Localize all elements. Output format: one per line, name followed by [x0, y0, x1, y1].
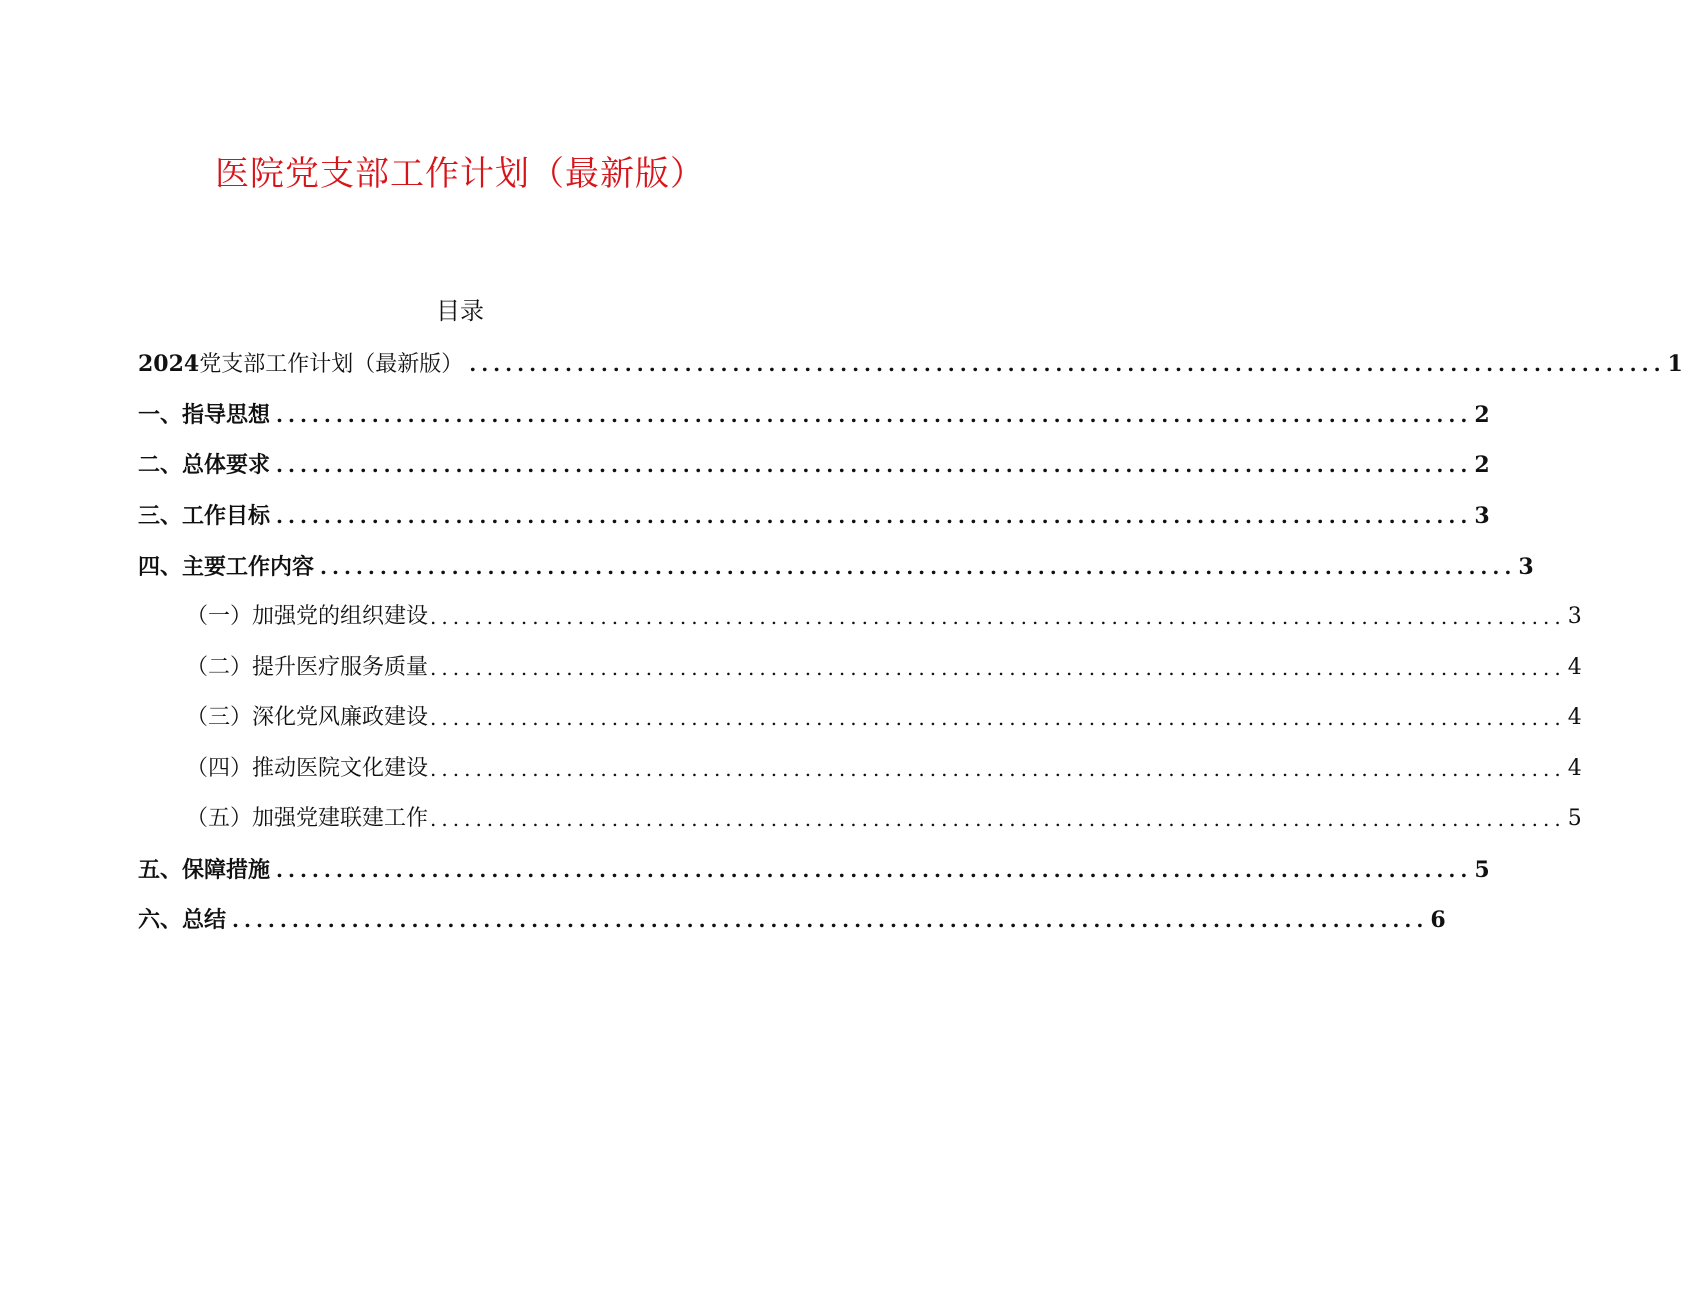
toc-dot-leader: ....................................................................................................: [430, 757, 1566, 781]
toc-page-number: 5: [1567, 806, 1582, 831]
toc-entry-label: 三、工作目标: [138, 503, 271, 529]
toc-entry-label: （五）加强党建联建工作: [186, 806, 429, 831]
toc-entry-general-requirements[interactable]: [138, 447, 1490, 483]
toc-entry-label: 六、总结: [138, 907, 227, 933]
toc-entry-label: [138, 346, 463, 383]
toc-page-number: 3: [1474, 503, 1490, 529]
toc-page-number: 3: [1518, 554, 1534, 580]
toc-subentry-organization[interactable]: [186, 599, 1582, 635]
toc-page-number: 1: [1667, 351, 1683, 377]
toc-entry-work-goals[interactable]: [138, 498, 1490, 534]
toc-dot-leader: ....................................................................................................: [276, 858, 1473, 882]
toc-page-number: 4: [1567, 655, 1582, 680]
toc-dot-leader: ....................................................................................................: [276, 504, 1473, 528]
toc-dot-leader: ....................................................................................................: [276, 403, 1473, 427]
toc-page-number: 6: [1430, 907, 1446, 933]
toc-entry-label: 一、指导思想: [138, 402, 271, 428]
toc-entry-guiding-ideology[interactable]: [138, 397, 1490, 433]
toc-page-number: 2: [1474, 452, 1490, 478]
toc-entry-label: （二）提升医疗服务质量: [186, 655, 429, 680]
toc-page-number: 5: [1474, 857, 1490, 883]
toc-entry-safeguards[interactable]: [138, 852, 1490, 888]
toc-heading: 目录: [436, 297, 484, 325]
toc-entry-title: 党支部工作计划（最新版）: [199, 351, 464, 377]
toc-entry-year: 2024: [138, 350, 200, 377]
toc-page-number: 4: [1567, 756, 1582, 781]
toc-subentry-joint-building[interactable]: [186, 801, 1582, 837]
toc-dot-leader: ....................................................................................................: [430, 605, 1566, 629]
toc-dot-leader: ....................................................................................................: [320, 555, 1517, 579]
toc-dot-leader: ....................................................................................................: [232, 908, 1429, 932]
toc-dot-leader: ....................................................................................................: [430, 807, 1566, 831]
toc-subentry-medical-quality[interactable]: [186, 650, 1582, 686]
toc-page-number: 4: [1567, 705, 1582, 730]
toc-entry-main-work[interactable]: [138, 549, 1534, 585]
toc-entry-label: （一）加强党的组织建设: [186, 604, 429, 629]
toc-entry-label: 二、总体要求: [138, 452, 271, 478]
toc-entry-label: 五、保障措施: [138, 857, 271, 883]
toc-subentry-hospital-culture[interactable]: [186, 751, 1582, 787]
toc-entry-label: （四）推动医院文化建设: [186, 756, 429, 781]
toc-dot-leader: ....................................................................................................: [430, 706, 1566, 730]
toc-dot-leader: ....................................................................................................: [430, 656, 1566, 680]
toc-entry-plan[interactable]: [138, 346, 1683, 382]
toc-subentry-integrity[interactable]: [186, 700, 1582, 736]
toc-dot-leader: ....................................................................................................: [276, 453, 1473, 477]
toc-entry-summary[interactable]: [138, 902, 1446, 938]
toc-dot-leader: ....................................................................................................: [469, 352, 1666, 376]
toc-entry-label: 四、主要工作内容: [138, 554, 315, 580]
toc-page-number: 2: [1474, 402, 1490, 428]
toc-page-number: 3: [1567, 604, 1582, 629]
document-title: 医院党支部工作计划（最新版）: [215, 154, 705, 194]
toc-entry-label: （三）深化党风廉政建设: [186, 705, 429, 730]
